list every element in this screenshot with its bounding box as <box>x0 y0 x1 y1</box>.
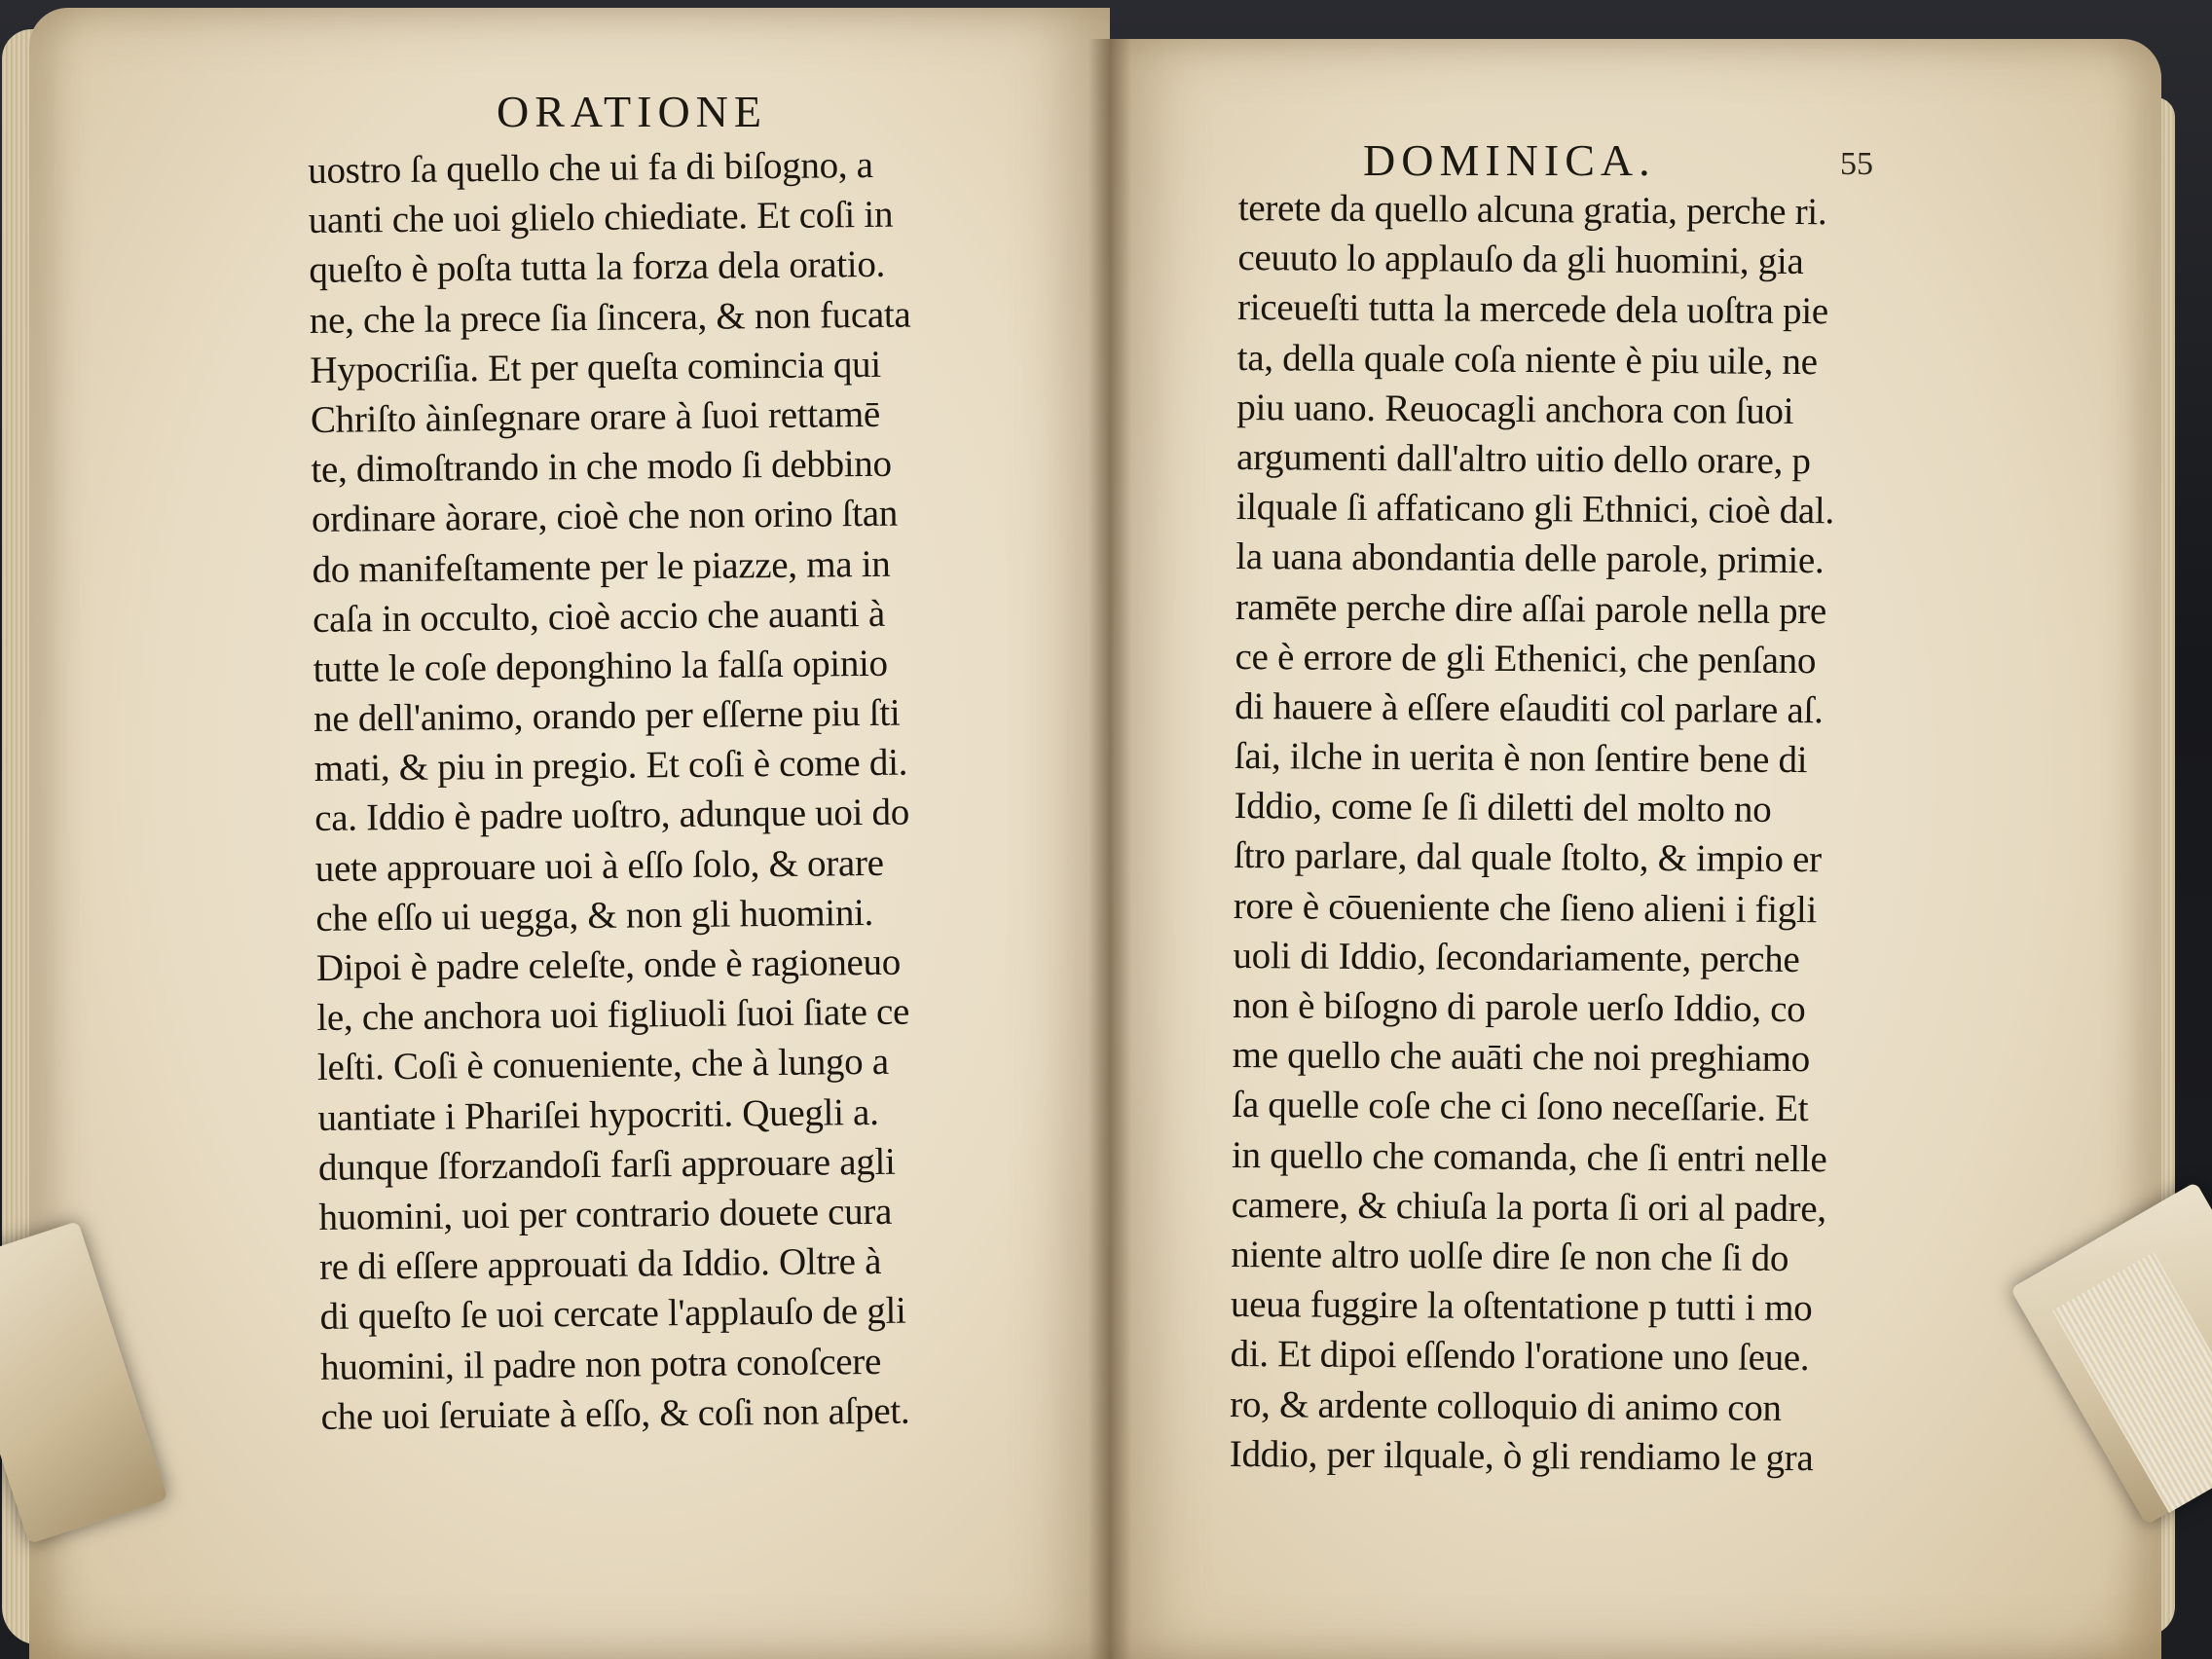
right-page-text-line: Iddio, per ilquale, ò gli rendiamo le gra <box>1229 1432 1814 1479</box>
left-page-text-line: ordinare àorare, cioè che non orino ſtan <box>311 492 899 541</box>
left-page-text-line: Hypocriſia. Et per queſta comincia qui <box>310 343 882 391</box>
right-page-text-line: piu uano. Reuocagli anchora con ſuoi <box>1236 386 1794 432</box>
right-page-text-line: ueua fuggire la oſtentatione p tutti i mo <box>1230 1283 1813 1330</box>
book-gutter <box>1088 39 1131 1659</box>
left-page-text-line: uanti che uoi glielo chiediate. Et coſi in <box>308 193 894 242</box>
left-page-text-line: do manifeſtamente per le piazze, ma in <box>312 542 891 591</box>
right-page-text-line: argumenti dall'altro uitio dello orare, p <box>1235 435 1811 483</box>
right-page-text-line: in quello che comanda, che ſi entri nelle <box>1231 1133 1827 1180</box>
right-page-text-line: camere, & chiuſa la porta ſi ori al padre, <box>1231 1183 1826 1230</box>
right-page-text-line: di. Et dipoi eſſendo l'oratione uno ſeue. <box>1230 1333 1810 1380</box>
right-page-text-line: di hauere à eſſere eſauditi col parlare aſ. <box>1235 684 1824 732</box>
right-page-text-line: ſtro parlare, dal quale ſtolto, & impio er <box>1234 834 1822 881</box>
right-page-text-line: ta, della quale coſa niente è piu uile, ne <box>1236 336 1818 383</box>
left-page-text-line: ne, che la prece ſia ſincera, & non fucata <box>309 293 911 342</box>
right-page-text-line: riceueſti tutta la mercede dela uoſtra pie <box>1236 286 1829 333</box>
left-page-text-line: Dipoi è padre celeſte, onde è ragioneuo <box>315 940 902 989</box>
left-page-text-line: huomini, il padre non potra conoſcere <box>319 1340 882 1388</box>
left-page-text-line: ca. Iddio è padre uoſtro, adunque uoi do <box>314 792 910 840</box>
right-page-text-line: ilquale ſi affaticano gli Ethnici, cioè dal. <box>1235 486 1835 533</box>
right-page-text-line: la uana abondantia delle parole, primie. <box>1235 535 1825 582</box>
right-page-text-line: ſai, ilche in uerita è non ſentire bene di <box>1234 735 1808 782</box>
left-page-text-line: queſto è poſta tutta la forza dela oratio. <box>309 243 886 292</box>
left-page-text-line: mati, & piu in pregio. Et coſi è come di. <box>313 741 908 791</box>
right-page-text-line: me quello che auāti che noi preghiamo <box>1232 1034 1811 1081</box>
right-page-text <box>1230 183 1959 1484</box>
left-page-text-line: dunque ſforzandoſi farſi approuare agli <box>317 1140 896 1189</box>
left-page-text-line: caſa in occulto, cioè accio che auanti à <box>312 592 886 641</box>
right-running-head: DOMINICA. <box>1363 135 1656 185</box>
left-page-text-line: te, dimoſtrando in che modo ſi debbino <box>311 442 892 492</box>
left-page-text-line: uantiate i Phariſei hypocriti. Quegli a. <box>317 1090 879 1139</box>
left-page-text-line: le, che anchora uoi figliuoli ſuoi ſiate ce <box>316 990 910 1040</box>
left-page-text-line: di queſto ſe uoi cercate l'applauſo de gli <box>319 1289 906 1339</box>
right-page-text-line: terete da quello alcuna gratia, perche ri. <box>1237 186 1827 234</box>
right-page-text-line: ce è errore de gli Ethenici, che penſano <box>1235 635 1817 682</box>
left-running-head: ORATIONE <box>497 87 767 136</box>
left-page-text-line: re di eſſere approuati da Iddio. Oltre à <box>318 1240 882 1289</box>
left-page-text-line: leſti. Coſi è conueniente, che à lungo a <box>316 1041 889 1089</box>
right-page-text-line: ſa quelle coſe che ci ſono neceſſarie. Et <box>1232 1084 1809 1130</box>
right-page-text-line: ramēte perche dire aſſai parole nella pre <box>1235 585 1827 632</box>
page-number: 55 <box>1840 146 1873 182</box>
left-page-text-line: ne dell'animo, orando per eſſerne piu ſti <box>313 691 901 741</box>
left-page-text-line: uostro ſa quello che ui fa di biſogno, a <box>308 143 873 192</box>
right-page-text-line: non è biſogno di parole uerſo Iddio, co <box>1232 983 1806 1031</box>
left-page-text-line: uete approuare uoi à eſſo ſolo, & orare <box>314 841 884 890</box>
right-page-text-line: Iddio, come ſe ſi diletti del molto no <box>1234 785 1772 831</box>
right-page-text-line: ro, & ardente colloquio di animo con <box>1230 1382 1782 1429</box>
left-page-text-line: che eſſo ui uegga, & non gli huomini. <box>315 891 874 940</box>
left-page-text-line: Chriſto àinſegnare orare à ſuoi rettamē <box>310 392 881 441</box>
left-page-text-line: huomini, uoi per contrario douete cura <box>318 1190 893 1238</box>
left-page-text-line: che uoi ſeruiate à eſſo, & coſi non aſpet. <box>320 1389 910 1438</box>
right-page-text-line: uoli di Iddio, ſecondariamente, perche <box>1233 934 1800 980</box>
left-page-text <box>308 138 1042 1442</box>
right-page-text-line: rore è cōueniente che ſieno alieni i figli <box>1233 884 1818 931</box>
left-page-text-line: tutte le coſe deponghino la falſa opinio <box>313 642 888 690</box>
right-page-text-line: niente altro uolſe dire ſe non che ſi do <box>1231 1233 1789 1279</box>
right-page-text-line: ceuuto lo applauſo da gli huomini, gia <box>1237 237 1804 283</box>
